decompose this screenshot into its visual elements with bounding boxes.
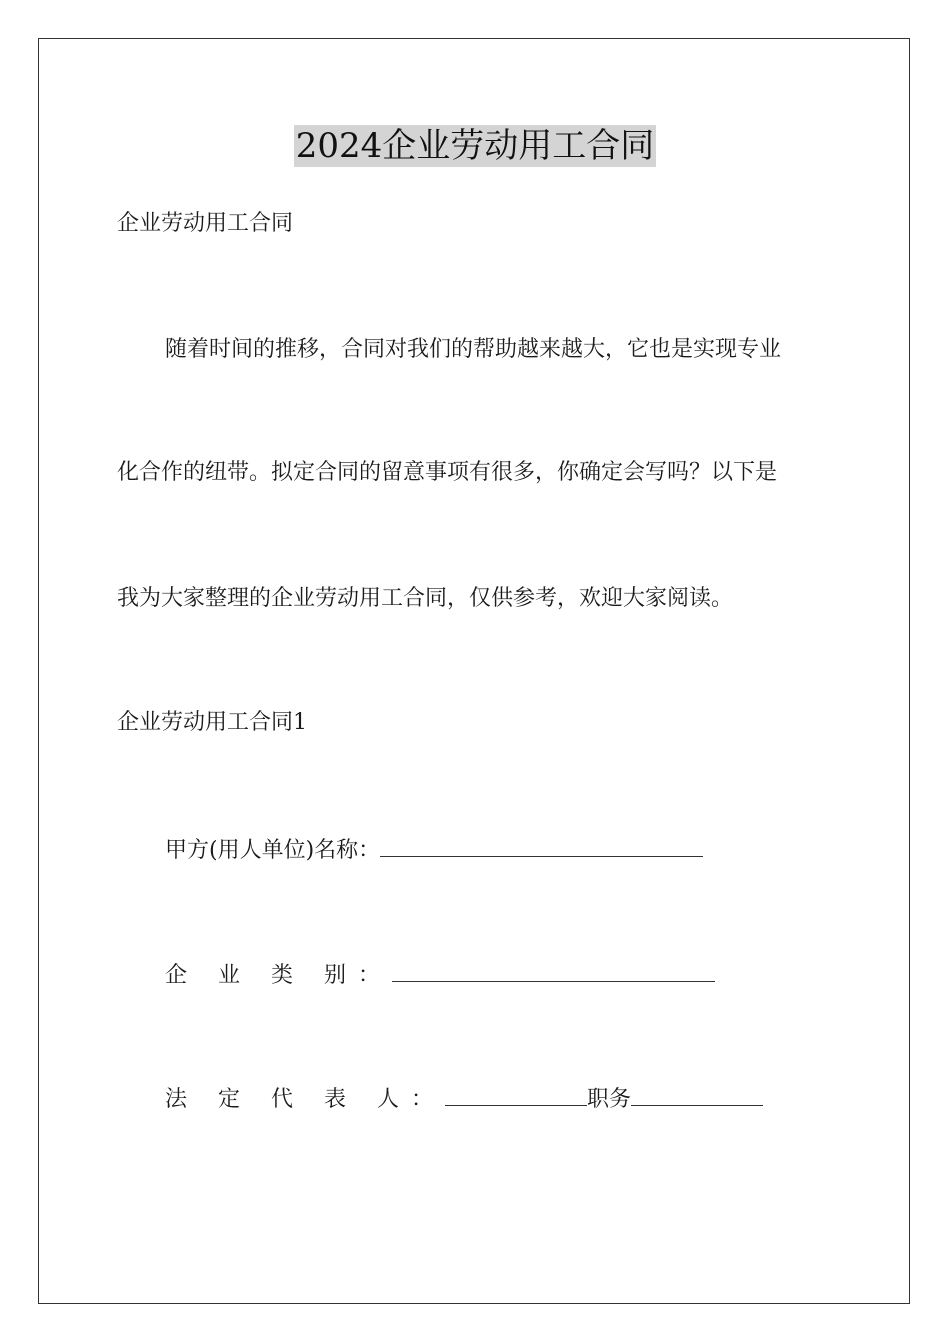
position-blank[interactable]	[631, 1081, 763, 1106]
legal-representative-label: 法 定 代 表 人：	[165, 1087, 445, 1112]
document-subtitle: 企业劳动用工合同	[117, 211, 294, 236]
company-type-label: 企 业 类 别：	[165, 963, 392, 988]
legal-representative-row	[165, 1081, 763, 1115]
title-container	[0, 125, 950, 167]
intro-paragraph-line-2: 化合作的纽带。拟定合同的留意事项有很多，你确定会写吗？以下是	[117, 460, 778, 485]
intro-paragraph-line-3: 我为大家整理的企业劳动用工合同，仅供参考，欢迎大家阅读。	[117, 586, 734, 611]
section-heading: 企业劳动用工合同1	[117, 710, 307, 735]
company-type-blank[interactable]	[392, 957, 715, 982]
company-type-row	[165, 957, 715, 991]
party-a-name-blank[interactable]	[380, 832, 703, 857]
party-a-name-label: 甲方(用人单位)名称：	[165, 838, 381, 863]
legal-representative-blank[interactable]	[445, 1081, 587, 1106]
party-a-name-row	[165, 832, 703, 866]
intro-paragraph-line-1: 随着时间的推移，合同对我们的帮助越来越大，它也是实现专业	[165, 337, 782, 362]
position-label: 职务	[586, 1087, 631, 1112]
document-title: 2024企业劳动用工合同	[295, 126, 655, 166]
